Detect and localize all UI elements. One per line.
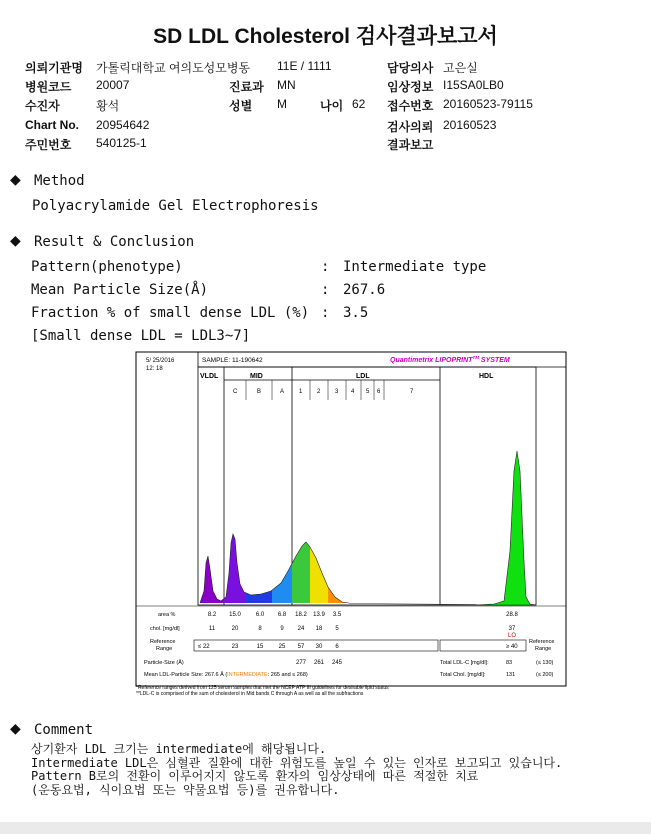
- request-value: 20160523: [443, 118, 497, 132]
- ref-label-2-right: Range: [535, 646, 552, 652]
- mean-size-prefix: Mean LDL-Particle Size: 267.6 Å (: [144, 672, 228, 678]
- area-label: area %: [158, 612, 176, 618]
- band-ldl-1: 1: [299, 389, 303, 395]
- id-value: 540125-1: [96, 136, 147, 150]
- total-chol-label: Total Chol. [mg/dl]:: [440, 672, 486, 678]
- doctor-label: 담당의사: [387, 61, 434, 75]
- patient-value: 황석: [96, 99, 120, 113]
- area-mid-a: 6.8: [277, 612, 287, 618]
- doctor-value: 고은실: [443, 61, 478, 75]
- method-bullet-icon: ◆: [10, 172, 21, 188]
- total-ldl-value: 83: [506, 660, 513, 666]
- report-title: SD LDL Cholesterol 검사결과보고서: [153, 25, 498, 48]
- report-brand: Quantimetrix LIPOPRINT: [390, 357, 473, 364]
- area-ldl-3: 3.5: [332, 612, 342, 618]
- band-ldl-label: LDL: [356, 373, 370, 380]
- area-hdl: 28.8: [506, 612, 518, 618]
- comment-heading: Comment: [34, 722, 94, 738]
- area-mid-c: 15.0: [229, 612, 241, 618]
- chart-value: 20954642: [96, 118, 150, 132]
- size-ldl-3: 245: [331, 660, 343, 666]
- ward-value: 11E / 1111: [277, 59, 332, 73]
- footnote-1: *Reference ranges derived from 125 serum samples that met the NCEP ATP III guidelines for desirable lipid status: [136, 685, 389, 691]
- lipoprint-report: [134, 351, 569, 697]
- result-value-size: 267.6: [343, 282, 386, 298]
- band-ldl-7: 7: [410, 389, 414, 395]
- sex-value: M: [277, 97, 287, 111]
- band-ldl-6: 6: [377, 389, 381, 395]
- band-mid-c: C: [233, 389, 238, 395]
- method-heading: Method: [34, 173, 85, 189]
- chol-mid-b: 8: [258, 626, 262, 632]
- institution-value: 가톨릭대학교 여의도성모병동: [96, 61, 251, 75]
- chart-label: Chart No.: [25, 118, 79, 132]
- result-label-pattern: Pattern(phenotype): [31, 259, 183, 275]
- result-label-size: Mean Particle Size(Å): [31, 282, 209, 298]
- chol-ldl-1: 24: [297, 626, 305, 632]
- band-mid-label: MID: [250, 373, 263, 380]
- band-mid-a: A: [280, 389, 285, 395]
- hospital-code-value: 20007: [96, 78, 130, 92]
- clinical-label: 임상정보: [387, 80, 434, 94]
- svg-text:Quantimetrix LIPOPRINTTM SYSTE: [390, 355, 510, 364]
- report-sample: SAMPLE: 11-190642: [202, 357, 263, 364]
- ref-vldl: ≤ 22: [198, 644, 210, 650]
- result-note: [Small dense LDL = LDL3~7]: [31, 328, 251, 344]
- size-label: Particle-Size (Å): [144, 660, 184, 666]
- ref-ldl-2: 30: [315, 644, 323, 650]
- band-ldl-4: 4: [351, 389, 355, 395]
- chol-hdl: 37: [508, 626, 516, 632]
- size-ldl-2: 261: [313, 660, 325, 666]
- footnote-2: **LDL-C is comprised of the sum of cholesterol in Mid bands C through A as well as all the subfractions: [136, 691, 364, 697]
- band-hdl-label: HDL: [479, 373, 494, 380]
- ref-hdl: ≥ 40: [506, 644, 518, 650]
- report-time: 12: 18: [146, 366, 163, 372]
- band-ldl-2: 2: [317, 389, 321, 395]
- ref-mid-b: 15: [256, 644, 264, 650]
- clinical-value: I15SA0LB0: [443, 78, 504, 92]
- result-value-pattern: Intermediate type: [343, 259, 487, 275]
- svg-text:Mean LDL-Particle Size: 267.: [144, 671, 308, 678]
- comment-line: Intermediate LDL은 심혈관 질환에 대한 위험도를 높일 수 있는 인자로 보고되고 있습니다.: [31, 755, 563, 770]
- chol-mid-c: 20: [231, 626, 239, 632]
- comment-line: (운동요법, 식이요법 또는 약물요법 등)를 권유합니다.: [31, 782, 340, 797]
- age-value: 62: [352, 97, 366, 111]
- report-brand-tail: SYSTEM: [478, 357, 510, 364]
- result-colon: :: [321, 282, 330, 298]
- id-label: 주민번호: [25, 138, 72, 152]
- age-label: 나이: [320, 99, 344, 113]
- total-ldl-label: Total LDL-C [mg/dl]:: [440, 660, 489, 666]
- band-ldl-3: 3: [335, 389, 339, 395]
- comment-bullet-icon: ◆: [10, 721, 21, 737]
- total-chol-value: 131: [506, 672, 516, 678]
- result-colon: :: [321, 259, 330, 275]
- report-label: 결과보고: [387, 138, 434, 152]
- ref-ldl-3: 6: [335, 644, 339, 650]
- chol-mid-a: 9: [280, 626, 284, 632]
- ref-label-1-right: Reference: [529, 639, 555, 645]
- report-brand-tm: TM: [472, 355, 479, 360]
- ref-label-1: Reference: [150, 639, 176, 645]
- dept-label: 진료과: [229, 80, 264, 94]
- mean-size-suffix: : 265 and ≤ 268): [267, 672, 308, 678]
- chol-ldl-3: 5: [335, 626, 339, 632]
- institution-label: 의뢰기관명: [25, 61, 83, 75]
- chol-vldl: 11: [208, 626, 216, 632]
- result-bullet-icon: ◆: [10, 233, 21, 249]
- band-mid-b: B: [257, 389, 262, 395]
- receipt-label: 접수번호: [387, 99, 434, 113]
- area-vldl: 8.2: [207, 612, 217, 618]
- size-ldl-1: 277: [295, 660, 307, 666]
- request-label: 검사의뢰: [387, 120, 434, 134]
- area-mid-b: 6.0: [255, 612, 265, 618]
- ref-mid-c: 23: [231, 644, 239, 650]
- band-vldl-label: VLDL: [200, 373, 219, 380]
- area-ldl-1: 18.2: [295, 612, 307, 618]
- comment-line: Pattern B로의 전환이 이루어지지 않도록 환자의 임상상태에 따른 적절한 치료: [31, 769, 479, 783]
- comment-line: 상기환자 LDL 크기는 intermediate에 해당됩니다.: [31, 742, 327, 756]
- patient-label: 수진자: [25, 99, 60, 113]
- dept-value: MN: [277, 78, 296, 92]
- receipt-value: 20160523-79115: [443, 97, 533, 111]
- hospital-code-label: 병원코드: [25, 80, 72, 94]
- total-ldl-ref: (≤ 130): [536, 660, 554, 666]
- sex-label: 성별: [229, 99, 253, 113]
- area-ldl-2: 13.9: [313, 612, 325, 618]
- ref-label-2: Range: [156, 646, 173, 652]
- band-ldl-5: 5: [366, 389, 370, 395]
- result-value-fraction: 3.5: [343, 305, 369, 321]
- chol-label: chol. [mg/dl]: [150, 626, 180, 632]
- result-colon: :: [321, 305, 330, 321]
- method-text: Polyacrylamide Gel Electrophoresis: [32, 198, 319, 214]
- total-chol-ref: (≤ 200): [536, 672, 554, 678]
- mean-size-intermediate: INTERMEDIATE: [227, 672, 268, 678]
- ref-mid-a: 25: [278, 644, 286, 650]
- chol-ldl-2: 18: [315, 626, 323, 632]
- report-date: 5/ 25/2016: [146, 358, 175, 364]
- ref-ldl-1: 57: [297, 644, 305, 650]
- bottom-bar: [0, 822, 651, 834]
- result-heading: Result & Conclusion: [34, 234, 195, 250]
- result-label-fraction: Fraction % of small dense LDL (%): [31, 305, 310, 321]
- chol-hdl-flag: LO: [507, 633, 517, 639]
